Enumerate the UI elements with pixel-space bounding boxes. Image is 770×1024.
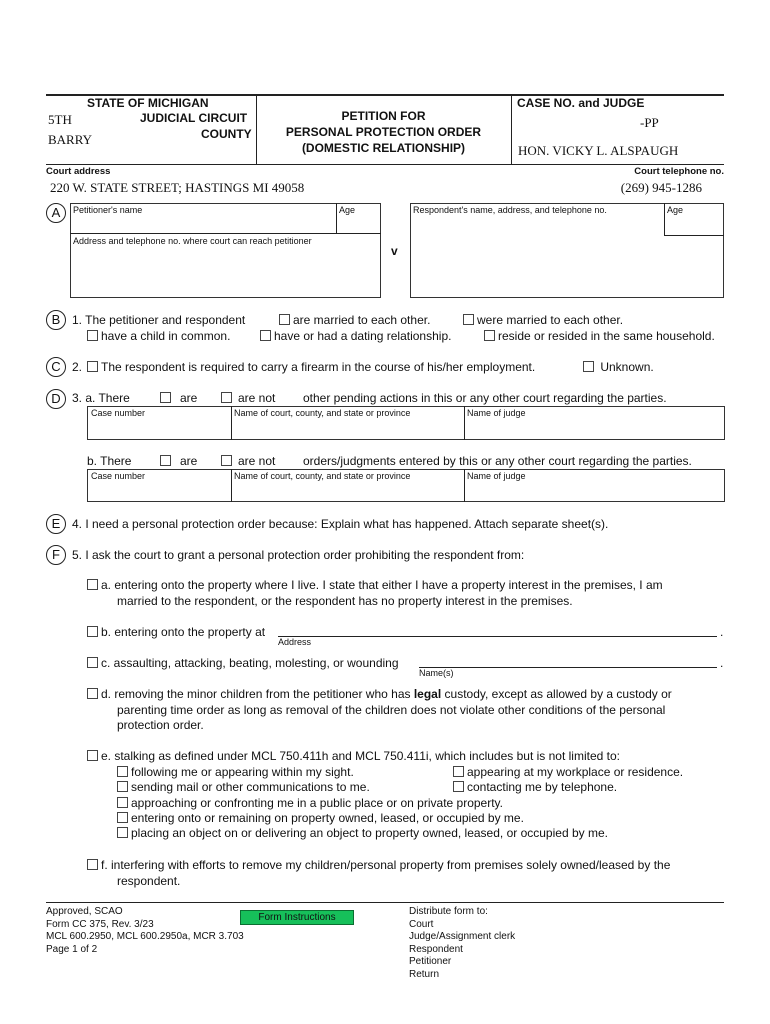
are-label: are [180,454,198,468]
respondent-age-label: Age [667,205,684,215]
reason-text: 4. I need a personal protection order because: Explain what has happened. Attach separate sheet(s). [72,517,609,531]
prohibit-e-label: e. stalking as defined under MCL 750.411h and MCL 750.411i, which includes but is not limited to: [101,749,620,763]
section-b-marker: B [46,310,66,330]
checkbox[interactable] [87,579,98,590]
section-c-marker: C [46,357,66,377]
stalk-opt-label: appearing at my workplace or residence. [467,765,684,779]
statute-refs: MCL 600.2950, MCL 600.2950a, MCR 3.703 [46,931,244,942]
prohibit-d-line1: d. removing the minor children from the petitioner who has [101,687,411,701]
checkbox[interactable] [117,781,128,792]
checkbox[interactable] [87,330,98,341]
stalk-opt-approaching[interactable] [117,796,503,810]
prohibit-f[interactable] [87,858,670,872]
period: . [720,656,724,670]
approved-text: Approved, SCAO [46,906,123,917]
prohibit-e[interactable] [87,749,620,763]
checkbox[interactable] [87,750,98,761]
pending-a-are-not[interactable] [221,391,275,405]
pending-a-label: 3. a. There [72,391,130,405]
section-a-marker: A [46,203,66,223]
prohibit-f-line1: f. interfering with efforts to remove my children/personal property from premises solely owned/leased by the [101,858,671,872]
section-d-marker: D [46,389,66,409]
respondent-label: Respondent's name, address, and telephone no. [413,205,607,215]
relationship-intro: 1. The petitioner and respondent [72,313,246,327]
opt-married-label: are married to each other. [293,313,431,327]
stalk-opt-workplace[interactable] [453,765,683,779]
pending-b-text: orders/judgments entered by this or any other court regarding the parties. [303,454,692,468]
prohibit-d-line3: protection order. [117,718,204,732]
prohibit-a-line2: married to the respondent, or the respondent has no property interest in the premises. [117,594,573,608]
prohibit-d-line1b: custody, except as allowed by a custody or [444,687,672,701]
stalk-opt-entering[interactable] [117,811,524,825]
prohibit-f-line2: respondent. [117,874,181,888]
checkbox[interactable] [160,455,171,466]
stalk-opt-following[interactable] [117,765,354,779]
checkbox[interactable] [463,314,474,325]
names-line[interactable] [419,667,717,668]
distribution-list [409,906,515,981]
court-address: 220 W. STATE STREET; HASTINGS MI 49058 [50,180,305,195]
distribute-label: Distribute form to: [409,906,488,917]
case-suffix: -PP [640,115,659,130]
petitioner-box[interactable] [70,203,381,298]
checkbox[interactable] [160,392,171,403]
distribute-item: Petitioner [409,956,452,967]
prohibit-a[interactable] [87,578,663,592]
checkbox[interactable] [583,361,594,372]
checkbox[interactable] [117,827,128,838]
judge-name: HON. VICKY L. ALSPAUGH [518,143,679,158]
stalk-opt-label: approaching or confronting me in a public place or on private property. [131,796,503,810]
county-name: BARRY [48,132,93,147]
respondent-box[interactable] [410,203,724,298]
title-line-3: (DOMESTIC RELATIONSHIP) [301,141,466,155]
checkbox[interactable] [484,330,495,341]
period: . [720,625,724,639]
case-number-label: Case number [91,408,146,418]
are-not-label: are not [238,454,276,468]
firearm-unknown[interactable] [583,360,654,374]
opt-dating-label: have or had a dating relationship. [274,329,452,343]
prohibit-b-label: b. entering onto the property at [101,625,266,639]
court-name-label: Name of court, county, and state or province [234,471,411,481]
pending-a-text: other pending actions in this or any other court regarding the parties. [303,391,667,405]
are-not-label: are not [238,391,276,405]
pending-b-are[interactable] [160,454,197,468]
section-e-marker: E [46,514,66,534]
legal-emphasis: legal [413,687,442,701]
checkbox[interactable] [87,361,98,372]
court-name-label: Name of court, county, and state or province [234,408,411,418]
prohibit-d[interactable] [87,687,672,701]
form-number: Form CC 375, Rev. 3/23 [46,918,154,930]
footer-info [46,906,244,956]
petitioner-name-label: Petitioner's name [73,205,143,215]
circuit-label: JUDICIAL CIRCUIT [140,111,248,125]
distribute-item: Respondent [409,943,463,955]
checkbox[interactable] [221,455,232,466]
opt-were-married[interactable] [463,313,623,327]
distribute-item: Return [409,968,440,980]
checkbox[interactable] [117,766,128,777]
case-number-label: Case number [91,471,146,481]
checkbox[interactable] [453,766,464,777]
stalk-opt-label: contacting me by telephone. [467,780,618,794]
prohibit-c-label: c. assaulting, attacking, beating, molesting, or wounding [101,656,399,670]
state-name: STATE OF MICHIGAN [87,96,209,110]
checkbox[interactable] [87,657,98,668]
checkbox[interactable] [453,781,464,792]
court-phone: (269) 945-1286 [620,180,702,195]
versus-label: v [391,244,398,258]
case-label: CASE NO. and JUDGE [517,96,645,110]
firearm-option[interactable] [87,360,535,374]
checkbox[interactable] [87,688,98,699]
opt-reside-label: reside or resided in the same household. [498,329,715,343]
circuit-number: 5TH [48,112,72,127]
firearm-unknown-label: Unknown. [600,360,654,374]
firearm-label: The respondent is required to carry a firearm in the course of his/her employment. [101,360,536,374]
stalk-opt-label: entering onto or remaining on property owned, leased, or occupied by me. [131,811,524,825]
checkbox[interactable] [260,330,271,341]
opt-child[interactable] [87,329,230,343]
distribute-item: Court [409,918,434,930]
section-f-marker: F [46,545,66,565]
checkbox[interactable] [87,859,98,870]
prohibit-c[interactable] [87,656,399,670]
pending-b-are-not[interactable] [221,454,275,468]
checkbox[interactable] [117,797,128,808]
title-line-2: PERSONAL PROTECTION ORDER [285,125,482,139]
judge-label: Name of judge [467,471,526,481]
opt-married[interactable] [279,313,430,327]
judge-label: Name of judge [467,408,526,418]
stalk-opt-label: placing an object on or delivering an object to property owned, leased, or occupied by me. [131,826,608,840]
stalk-opt-placing[interactable] [117,826,608,840]
names-sublabel: Name(s) [419,668,454,678]
prohibit-intro: 5. I ask the court to grant a personal protection order prohibiting the respondent from: [72,548,525,562]
address-sublabel: Address [278,637,312,647]
pending-b-label: b. There [87,454,132,468]
stalk-opt-label: following me or appearing within my sight. [131,765,354,779]
pending-a-are[interactable] [160,391,197,405]
prohibit-d-line2: parenting time order as long as removal of the children does not violate other conditions of the personal [117,703,666,717]
title-line-1: PETITION FOR [341,109,426,123]
checkbox[interactable] [87,626,98,637]
prohibit-b[interactable] [87,625,265,639]
prohibit-a-line1: a. entering onto the property where I live. I state that either I have a property interest in the premises, I am [101,578,663,592]
opt-child-label: have a child in common. [101,329,231,343]
address-line[interactable] [278,636,717,637]
checkbox[interactable] [221,392,232,403]
are-label: are [180,391,198,405]
opt-dating[interactable] [260,329,451,343]
distribute-item: Judge/Assignment clerk [409,931,516,942]
form-title [256,108,511,156]
stalk-opt-mail[interactable] [117,780,370,794]
county-label: COUNTY [201,127,252,141]
firearm-num: 2. [72,360,83,374]
form-instructions-button[interactable]: Form Instructions [240,910,354,925]
court-address-label: Court address [46,166,111,177]
page-number: Page 1 of 2 [46,943,98,955]
opt-reside[interactable] [484,329,715,343]
stalk-opt-telephone[interactable] [453,780,617,794]
checkbox[interactable] [117,812,128,823]
court-phone-label: Court telephone no. [634,166,724,177]
petitioner-age-label: Age [339,205,356,215]
checkbox[interactable] [279,314,290,325]
opt-were-married-label: were married to each other. [477,313,624,327]
stalk-opt-label: sending mail or other communications to me. [131,780,370,794]
petitioner-address-label: Address and telephone no. where court can reach petitioner [73,236,312,246]
